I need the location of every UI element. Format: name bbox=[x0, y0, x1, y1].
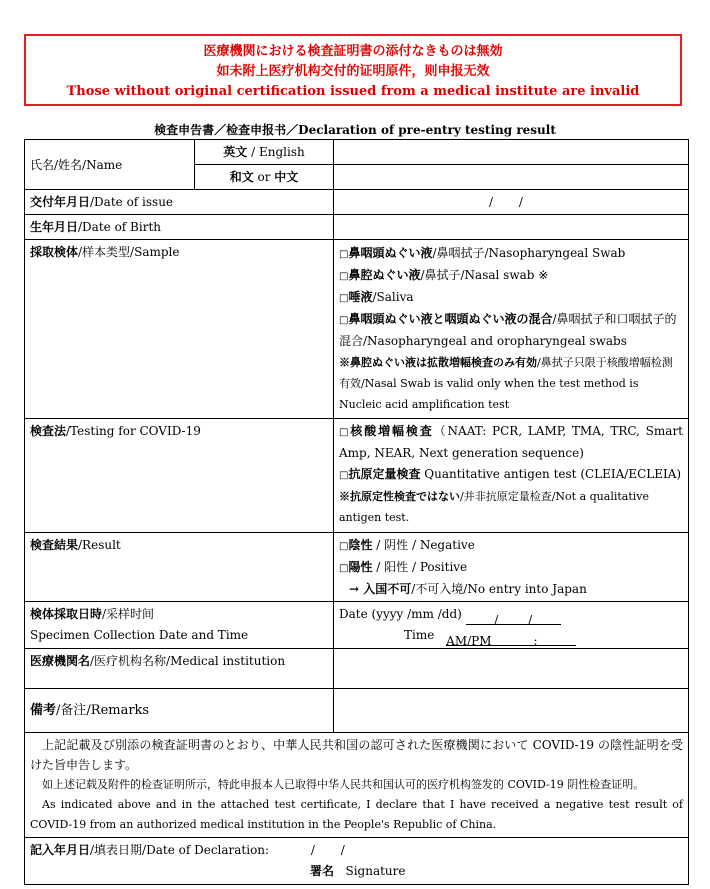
result-label: 検査結果/Result bbox=[25, 533, 334, 602]
method-option-antigen-quantitative[interactable]: □抗原定量検査 Quantitative antigen test (CLEIA/ECLEIA) bbox=[339, 467, 682, 481]
method-note: ※抗原定性検査ではない/并非抗原定量检查/Not a qualitative antigen test. bbox=[339, 490, 649, 524]
result-options bbox=[334, 533, 689, 602]
method-options bbox=[334, 419, 689, 533]
signature-line[interactable]: 署名 Signature bbox=[310, 864, 406, 878]
invalid-warning-box bbox=[24, 34, 682, 106]
declaration-text bbox=[25, 733, 689, 838]
name-jc-label: 和文 or 中文 bbox=[195, 165, 334, 190]
warning-japanese: 医療機関における検査証明書の添付なきものは無効 bbox=[203, 44, 503, 59]
birth-date-field[interactable] bbox=[334, 215, 689, 240]
declaration-date-signature bbox=[25, 838, 689, 885]
collection-field[interactable]: Date (yyyy /mm /dd) / / Time AM/PM : bbox=[334, 602, 689, 649]
name-jc-field[interactable] bbox=[334, 165, 689, 190]
sample-option-nasal[interactable]: □鼻腔ぬぐい液/鼻拭子/Nasal swab ※ bbox=[339, 268, 549, 282]
sample-note: ※鼻腔ぬぐい液は拡散増幅検査のみ有効/鼻拭子只限于核酸增幅检测有效/Nasal Swab is valid only when the test method is Nucleic acid amplification test bbox=[339, 356, 673, 411]
sample-options bbox=[334, 240, 689, 419]
declaration-form-table bbox=[24, 139, 689, 885]
remarks-field[interactable] bbox=[334, 689, 689, 733]
declaration-japanese: 上記記載及び別添の検査証明書のとおり、中華人民共和国の認可された医療機関において COVID-19 の陰性証明を受けた旨申告します。 bbox=[30, 738, 683, 772]
form-title: 検査申告書／检查申报书／Declaration of pre-entry testing result bbox=[154, 123, 556, 137]
collection-label: 検体採取日時/采样时间 Specimen Collection Date and Time bbox=[25, 602, 334, 649]
result-option-negative[interactable]: □陰性 / 阴性 / Negative bbox=[339, 538, 475, 552]
issue-date-label: 交付年月日/Date of issue bbox=[25, 190, 334, 215]
remarks-label: 備考/备注/Remarks bbox=[25, 689, 334, 733]
declaration-date[interactable]: 記入年月日/填表日期/Date of Declaration: / / bbox=[30, 843, 345, 857]
sample-option-mixed[interactable]: □鼻咽頭ぬぐい液と咽頭ぬぐい液の混合/鼻咽拭子和口咽拭子的混合/Nasopharyngeal and oropharyngeal swabs bbox=[339, 312, 677, 348]
method-option-naat[interactable]: □核酸増幅検査（NAAT: PCR, LAMP, TMA, TRC, Smart Amp, NEAR, Next generation sequence) bbox=[339, 424, 683, 460]
warning-english: Those without original certification issued from a medical institute are invalid bbox=[66, 84, 640, 99]
birth-date-label: 生年月日/Date of Birth bbox=[25, 215, 334, 240]
method-label: 検査法/Testing for COVID-19 bbox=[25, 419, 334, 533]
issue-date-field[interactable]: / / bbox=[334, 190, 689, 215]
sample-option-nasopharyngeal[interactable]: □鼻咽頭ぬぐい液/鼻咽拭子/Nasopharyngeal Swab bbox=[339, 246, 626, 260]
institution-label: 医療機関名/医疗机构名称/Medical institution bbox=[25, 649, 334, 689]
institution-field[interactable] bbox=[334, 649, 689, 689]
sample-label: 採取検体/样本类型/Sample bbox=[25, 240, 334, 419]
sample-option-saliva[interactable]: □唾液/Saliva bbox=[339, 290, 414, 304]
result-option-positive[interactable]: □陽性 / 阳性 / Positive bbox=[339, 560, 468, 574]
name-english-label: 英文 / English bbox=[195, 140, 334, 165]
declaration-chinese: 如上述记载及附件的检查证明所示，特此申报本人已取得中华人民共和国认可的医疗机构签发的 COVID-19 阴性检查证明。 bbox=[42, 778, 645, 791]
name-english-field[interactable] bbox=[334, 140, 689, 165]
warning-chinese: 如未附上医疗机构交付的证明原件，则申报无效 bbox=[216, 64, 490, 79]
declaration-english: As indicated above and in the attached test certificate, I declare that I have received a negative test result of COVID-19 from an authorized medical institution in the People's Republic of China. bbox=[30, 798, 683, 831]
result-no-entry: → 入国不可/不可入境/No entry into Japan bbox=[349, 582, 587, 596]
name-label: 氏名/姓名/Name bbox=[25, 140, 195, 190]
